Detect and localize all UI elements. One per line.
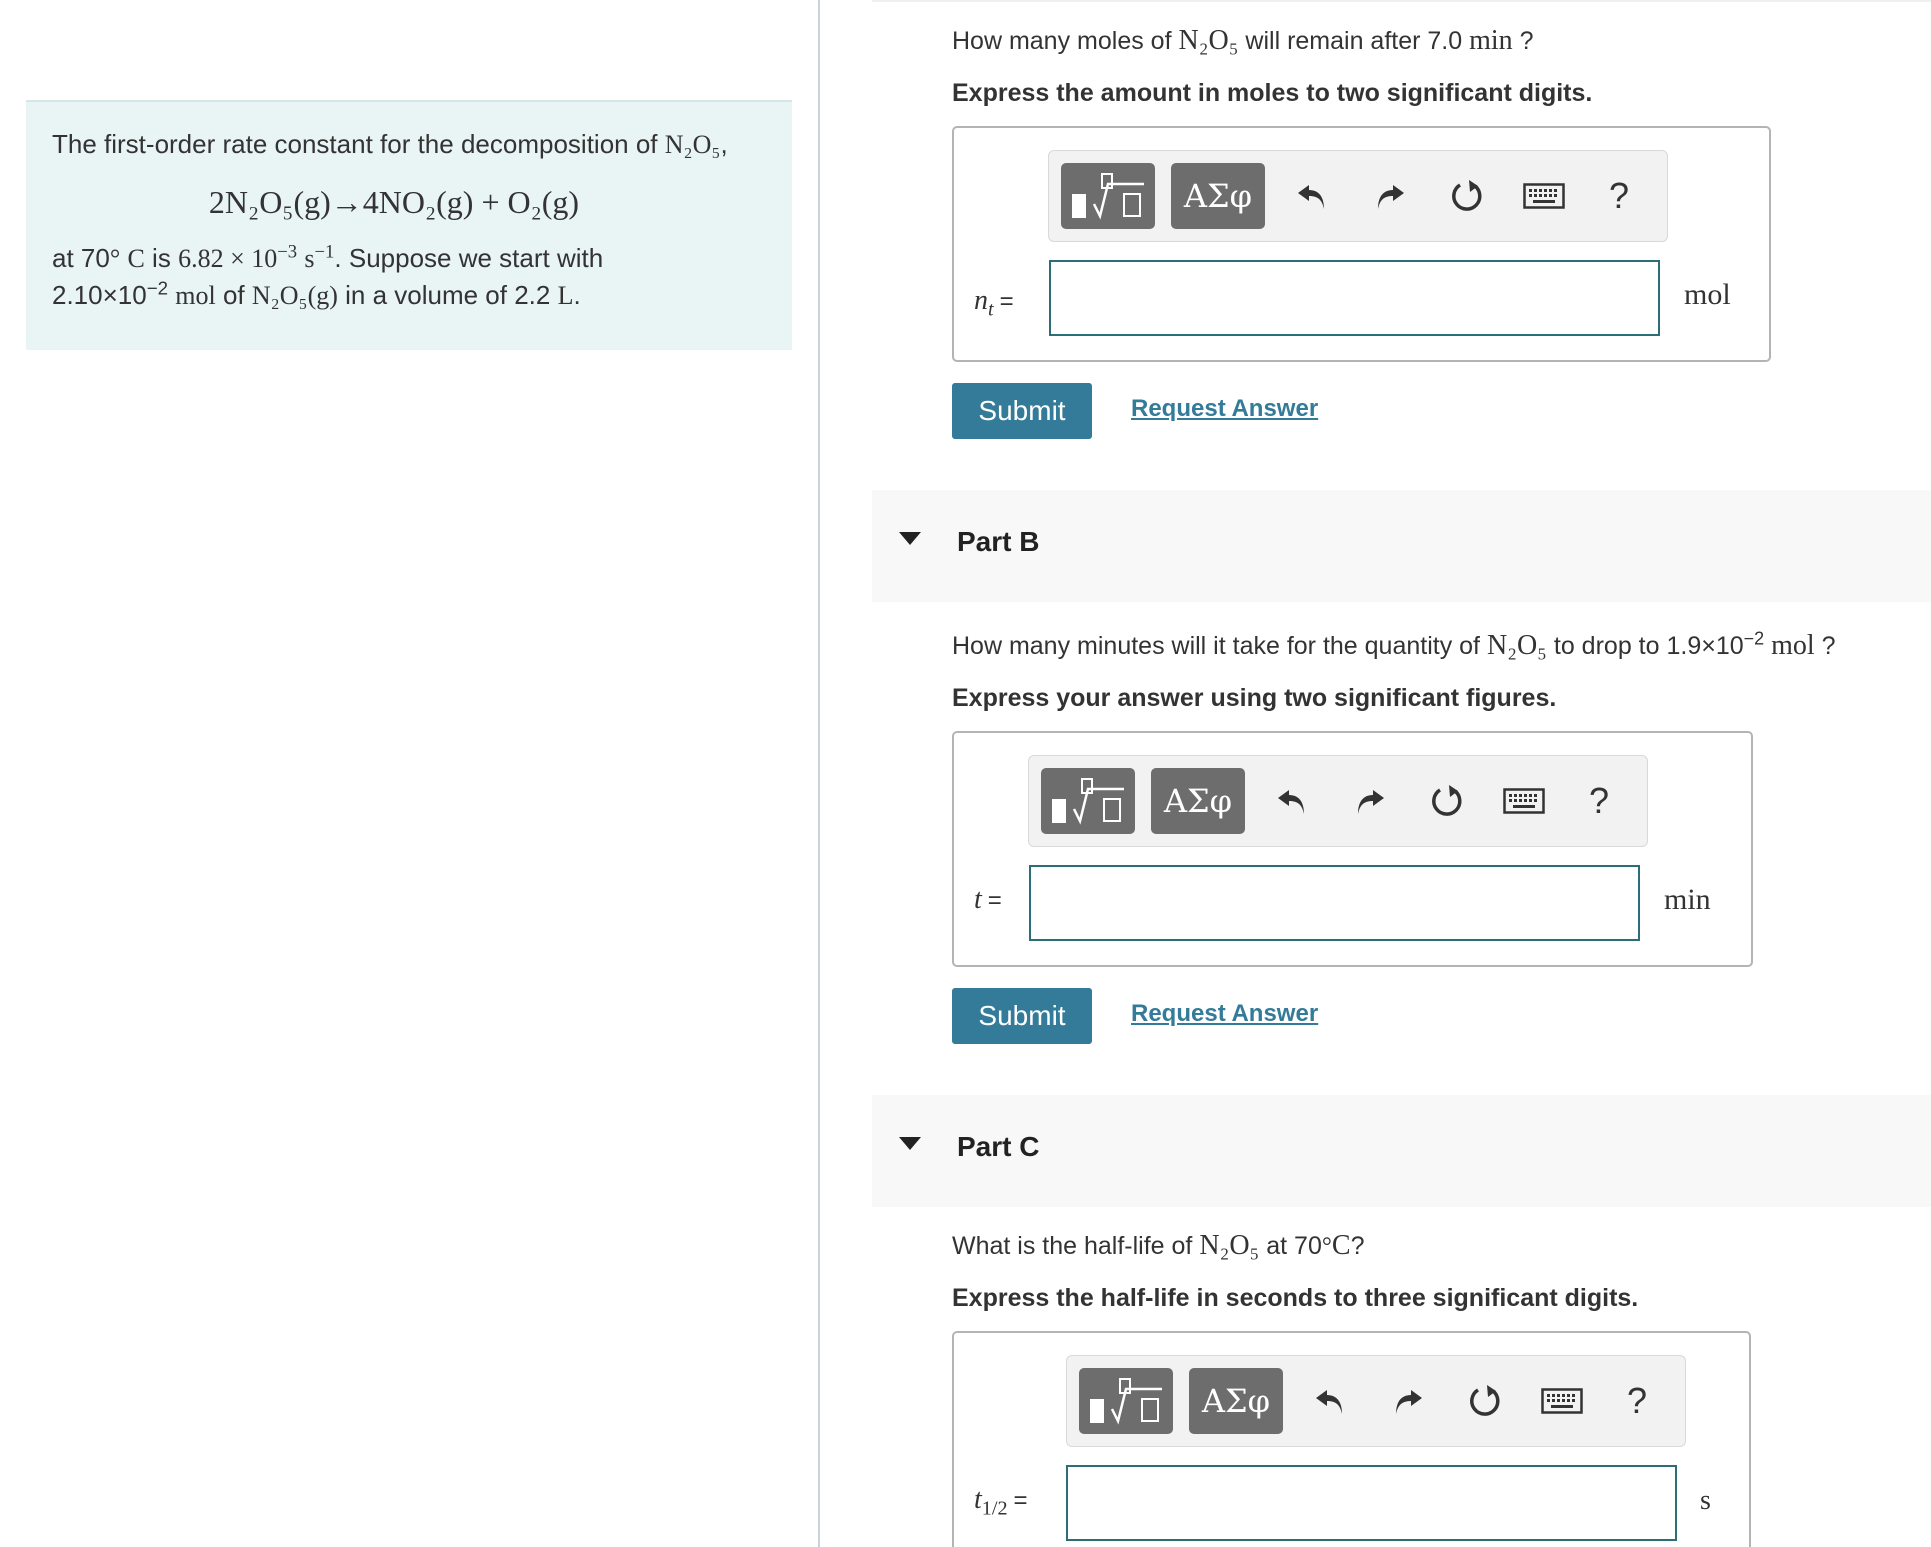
part-c-instruction: Express the half-life in seconds to three significant digits. xyxy=(952,1284,1639,1312)
part-c-answer-input[interactable] xyxy=(1066,1465,1677,1541)
math-toolbar xyxy=(1066,1355,1686,1447)
undo-button[interactable] xyxy=(1305,1376,1355,1426)
reset-icon xyxy=(1466,1382,1504,1420)
part-c-title: Part C xyxy=(957,1131,1040,1162)
variable-label xyxy=(974,883,1002,916)
help-icon: ? xyxy=(1626,1380,1648,1421)
volume-unit: L xyxy=(557,281,574,310)
greek-symbols-button[interactable]: ΑΣφ xyxy=(1189,1368,1283,1434)
rate-constant xyxy=(178,241,298,273)
variable-label xyxy=(974,284,1014,321)
help-icon: ? xyxy=(1608,175,1630,216)
question-text: What is the half-life of xyxy=(952,1232,1193,1260)
of-word: of xyxy=(222,280,245,310)
help-icon: ? xyxy=(1588,780,1610,821)
variable-subscript: t xyxy=(988,298,994,321)
reset-icon xyxy=(1428,782,1466,820)
part-b-submit-button[interactable]: Submit xyxy=(952,988,1092,1044)
rate-unit xyxy=(304,241,335,273)
variable-label xyxy=(974,1483,1028,1520)
templates-button[interactable] xyxy=(1061,163,1155,229)
part-a-request-answer-link[interactable]: Request Answer xyxy=(1131,395,1319,422)
question-text-mid: at 70 xyxy=(1266,1232,1322,1260)
degree-symbol: ° xyxy=(109,244,121,273)
compound-formula: N₂O₅ xyxy=(1199,1230,1260,1261)
initial-amount xyxy=(52,277,169,310)
redo-icon xyxy=(1373,179,1407,213)
undo-button[interactable] xyxy=(1267,776,1317,826)
math-toolbar xyxy=(1048,150,1668,242)
redo-icon xyxy=(1391,1384,1425,1418)
part-a-answer-box xyxy=(952,126,1771,362)
part-b-title: Part B xyxy=(957,526,1040,557)
amount-exponent: −2 xyxy=(1743,628,1765,649)
amount-mantissa: 2.10×10 xyxy=(52,280,147,310)
rate-value: 6.82 × 10 xyxy=(178,244,278,273)
collapse-caret-icon[interactable] xyxy=(899,1137,921,1150)
part-c-answer-box xyxy=(952,1331,1751,1547)
rate-exponent: −3 xyxy=(277,241,298,263)
volume-text: in a volume of 2.2 xyxy=(345,280,551,310)
intro-text: The first-order rate constant for the decomposition of xyxy=(52,129,658,159)
part-c-question xyxy=(952,1229,1364,1264)
celsius-unit: C xyxy=(127,244,145,273)
question-mark: ? xyxy=(1350,1232,1365,1260)
question-mark: ? xyxy=(1519,27,1534,55)
question-text-mid: to drop to 1.9×10 xyxy=(1553,632,1744,660)
reset-button[interactable] xyxy=(1422,776,1472,826)
problem-intro xyxy=(26,100,792,350)
math-toolbar xyxy=(1028,755,1648,847)
undo-icon xyxy=(1295,179,1329,213)
equals-sign: = xyxy=(1013,1487,1028,1514)
amount-unit: mol xyxy=(1771,630,1815,661)
part-a-answer-input[interactable] xyxy=(1049,260,1660,336)
question-mark: ? xyxy=(1821,632,1836,660)
redo-button[interactable] xyxy=(1383,1376,1433,1426)
variable-symbol: t xyxy=(974,884,982,915)
part-b-header[interactable] xyxy=(872,490,1931,602)
answer-unit: mol xyxy=(1684,278,1731,311)
part-c-header[interactable] xyxy=(872,1095,1931,1207)
undo-icon xyxy=(1313,1384,1347,1418)
celsius-unit: C xyxy=(1331,1230,1351,1261)
variable-subscript: 1/2 xyxy=(981,1497,1008,1520)
degree-symbol: ° xyxy=(1321,1233,1332,1260)
templates-icon xyxy=(1048,775,1128,827)
part-b-answer-input[interactable] xyxy=(1029,865,1640,941)
reset-button[interactable] xyxy=(1460,1376,1510,1426)
variable-symbol: n xyxy=(974,285,988,316)
intro-conditions xyxy=(52,240,766,314)
reaction-equation: 2N₂O₅(g)→4NO₂(g) + O₂(g) xyxy=(208,184,580,220)
intro-comma: , xyxy=(720,129,728,159)
redo-button[interactable] xyxy=(1365,171,1415,221)
answer-unit: min xyxy=(1664,883,1711,916)
greek-symbols-button[interactable]: ΑΣφ xyxy=(1151,768,1245,834)
rate-unit-exponent: −1 xyxy=(314,241,335,263)
help-button[interactable] xyxy=(1574,776,1624,826)
compound-formula: N₂O₅ xyxy=(1178,25,1239,56)
reset-button[interactable] xyxy=(1442,171,1492,221)
column-divider xyxy=(818,0,820,1547)
keyboard-icon xyxy=(1503,788,1545,814)
volume-period: . xyxy=(573,280,581,310)
keyboard-button[interactable] xyxy=(1519,171,1569,221)
question-text-mid: will remain after 7.0 xyxy=(1245,27,1463,55)
part-b-request-answer-link[interactable]: Request Answer xyxy=(1131,1000,1319,1027)
keyboard-icon xyxy=(1541,1388,1583,1414)
greek-symbols-button[interactable]: ΑΣφ xyxy=(1171,163,1265,229)
amount-unit: mol xyxy=(175,281,216,310)
compound-formula: N₂O₅ xyxy=(1486,630,1547,661)
temperature-text: at 70 xyxy=(52,243,110,273)
is-word: is xyxy=(152,243,171,273)
keyboard-icon xyxy=(1523,183,1565,209)
keyboard-button[interactable] xyxy=(1537,1376,1587,1426)
templates-icon xyxy=(1068,170,1148,222)
question-text: How many moles of xyxy=(952,27,1172,55)
templates-icon xyxy=(1086,1375,1166,1427)
equals-sign: = xyxy=(987,887,1002,914)
templates-button[interactable] xyxy=(1079,1368,1173,1434)
part-b-answer-box xyxy=(952,731,1753,967)
top-border xyxy=(872,0,1931,2)
part-a-question xyxy=(952,24,1534,58)
compound-formula: N₂O₅ xyxy=(664,130,721,159)
reset-icon xyxy=(1448,177,1486,215)
templates-button[interactable] xyxy=(1041,768,1135,834)
answer-unit: s xyxy=(1700,1485,1711,1516)
collapse-caret-icon[interactable] xyxy=(899,532,921,545)
amount-exponent: −2 xyxy=(146,277,169,299)
part-b-instruction: Express your answer using two significant figures. xyxy=(952,684,1557,712)
undo-icon xyxy=(1275,784,1309,818)
help-button[interactable] xyxy=(1594,171,1644,221)
time-unit: min xyxy=(1469,25,1513,56)
variable-symbol: t xyxy=(974,1484,982,1515)
equals-sign: = xyxy=(999,288,1014,315)
amount-compound: N₂O₅(g) xyxy=(251,281,338,310)
undo-button[interactable] xyxy=(1287,171,1337,221)
part-b-question xyxy=(952,629,1836,663)
part-a-submit-button[interactable]: Submit xyxy=(952,383,1092,439)
redo-icon xyxy=(1353,784,1387,818)
part-a-instruction: Express the amount in moles to two significant digits. xyxy=(952,79,1593,107)
redo-button[interactable] xyxy=(1345,776,1395,826)
question-text: How many minutes will it take for the quantity of xyxy=(952,632,1481,660)
keyboard-button[interactable] xyxy=(1499,776,1549,826)
help-button[interactable] xyxy=(1612,1376,1662,1426)
rate-unit-base: s xyxy=(304,244,315,273)
intro-line-1 xyxy=(52,126,766,174)
suppose-text: . Suppose we start with xyxy=(334,243,604,273)
